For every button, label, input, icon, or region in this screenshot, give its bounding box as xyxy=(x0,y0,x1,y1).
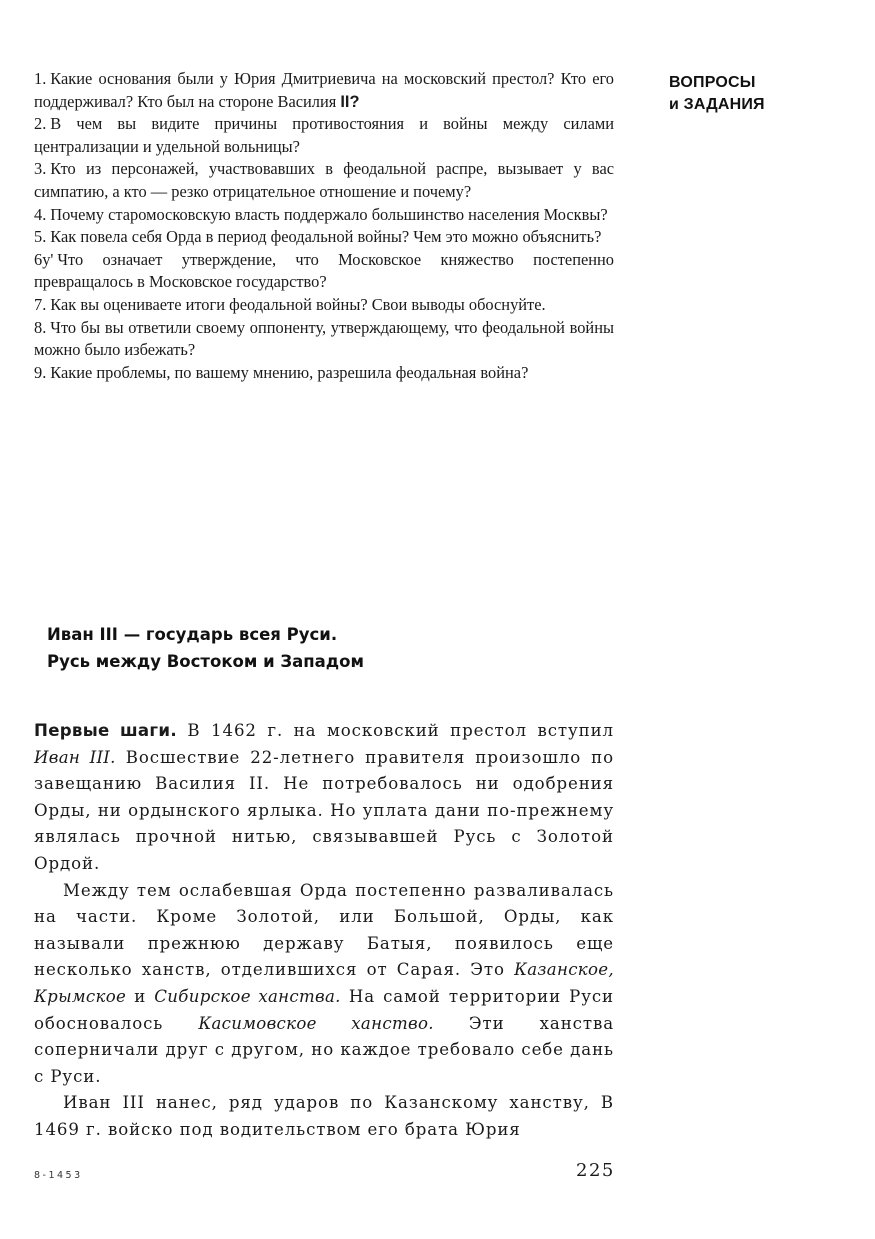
paragraph xyxy=(34,878,614,1091)
heading-line-2: и ЗАДАНИЯ xyxy=(669,95,765,113)
chapter-title-line-1: Иван III — государь всея Руси. xyxy=(47,625,338,644)
questions-list xyxy=(34,68,614,384)
paragraph xyxy=(34,1090,614,1143)
italic-term: Касимовское ханство. xyxy=(198,1013,434,1033)
question-bold-tail: II? xyxy=(340,92,360,111)
chapter-title xyxy=(47,622,607,675)
print-signature: 8-1453 xyxy=(34,1170,83,1181)
question-item xyxy=(34,158,614,203)
question-number: 8. xyxy=(34,317,47,337)
question-number: 7. xyxy=(34,294,47,314)
section-lead-heading: Первые шаги. xyxy=(34,721,177,740)
question-item xyxy=(34,362,614,385)
question-number: 3. xyxy=(34,159,47,179)
question-item xyxy=(34,68,614,113)
question-item xyxy=(34,294,614,317)
paragraph-text: и xyxy=(126,986,155,1006)
question-item xyxy=(34,204,614,227)
heading-line-1: ВОПРОСЫ xyxy=(669,74,756,91)
paragraph-text: Между тем ослабевшая Орда постепенно разваливалась на части. Кроме Золотой, или Большой, Орды, как называли прежнюю державу Батыя, появилось еще несколько ханств, отделившихся от Сарая. Это xyxy=(34,880,614,980)
question-number: 9. xyxy=(34,362,47,382)
question-text: Какие основания были у Юрия Дмитриевича на московский престол? Кто его поддерживал? Кто был на стороне Василия xyxy=(34,69,614,111)
question-text: Кто из персонажей, участвовавших в феодальной распре, вызывает у вас симпатию, а кто — резко отрицательное отношение и почему? xyxy=(34,159,614,201)
questions-section-heading xyxy=(669,72,849,115)
paragraph xyxy=(34,718,614,878)
paragraph-text: Эти ханства соперничали друг с другом, но каждое требовало себе дань с Руси. xyxy=(34,1013,614,1086)
question-text: Почему старомосковскую власть поддержало большинство населения Москвы? xyxy=(50,204,608,224)
question-text: В чем вы видите причины противостояния и войны между силами централизации и удельной вольницы? xyxy=(34,114,614,156)
italic-term: Иван III. xyxy=(34,747,116,767)
paragraph-text: Иван III нанес, ряд ударов по Казанскому ханству, В 1469 г. войско под водительством его брата Юрия xyxy=(34,1093,614,1139)
question-number: 2. xyxy=(34,114,47,134)
question-text: Что означает утверждение, что Московское княжество постепенно превращалось в Московское государство? xyxy=(34,249,614,292)
paragraph-text: В 1462 г. на московский престол вступил xyxy=(176,721,614,740)
question-item xyxy=(34,249,614,294)
paragraph-text: На самой территории Руси обосновалось xyxy=(34,986,615,1033)
italic-term: Сибирское ханства. xyxy=(154,986,341,1006)
question-number: 5. xyxy=(34,227,47,247)
paragraph-text: Восшествие 22-летнего правителя произошло по завещанию Василия II. Не потребовалось ни одобрения Орды, ни ордынского ярлыка. Но уплата дани по-прежнему являлась прочной нитью, связывавшей Русь с Золотой Ордой. xyxy=(34,747,615,873)
question-number: 4. xyxy=(34,204,47,224)
page-number: 225 xyxy=(576,1160,615,1181)
question-text: Какие проблемы, по вашему мнению, разрешила феодальная война? xyxy=(50,362,529,382)
question-item xyxy=(34,317,614,362)
question-text: Как повела себя Орда в период феодальной войны? Чем это можно объяснить? xyxy=(50,227,602,247)
question-number: 6у' xyxy=(34,249,54,269)
question-item xyxy=(34,113,614,158)
question-number: 1. xyxy=(34,69,47,88)
question-item xyxy=(34,226,614,249)
question-text: Как вы оцениваете итоги феодальной войны? Свои выводы обоснуйте. xyxy=(50,294,546,314)
question-text: Что бы вы ответили своему оппоненту, утверждающему, что феодальной войны можно было избежать? xyxy=(34,317,614,360)
chapter-title-line-2: Русь между Востоком и Западом xyxy=(47,651,364,671)
italic-term: Казанское, Крымское xyxy=(34,960,614,1006)
chapter-body xyxy=(34,718,614,1144)
